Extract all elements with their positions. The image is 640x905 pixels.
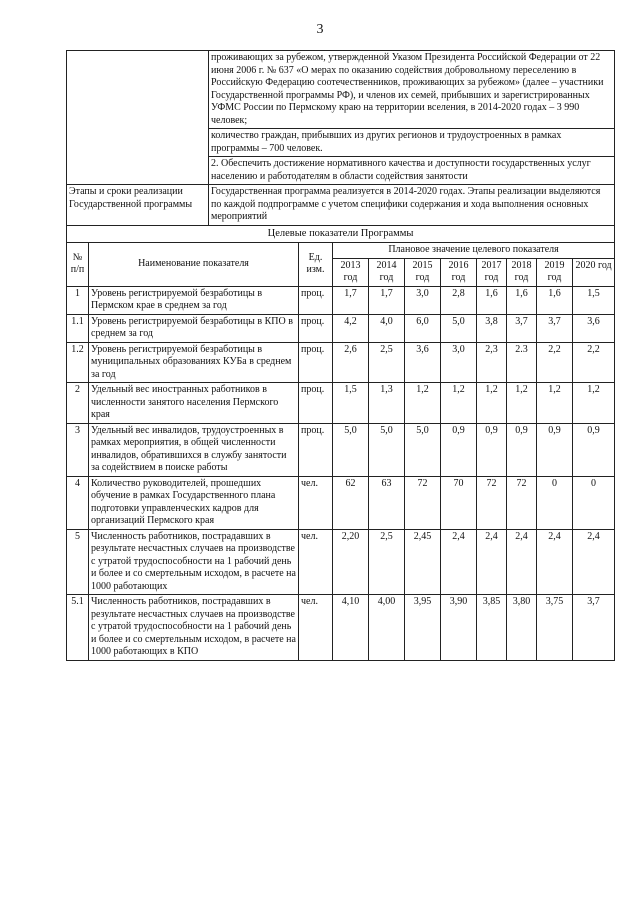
row-value: 2,4 (573, 529, 615, 595)
row-value: 1,2 (537, 383, 573, 424)
row-value: 1,5 (333, 383, 369, 424)
year-2019: 2019 год (537, 258, 573, 286)
stages-text: Государственная программа реализуется в 2014-2020 годах. Этапы реализации выделяются по каждой подпрограмме с учетом специфики содержания и хода выполнения основных мероприятий (209, 185, 615, 226)
row-num: 1 (67, 286, 89, 314)
row-num: 1.2 (67, 342, 89, 383)
year-2018: 2018 год (507, 258, 537, 286)
row-unit: проц. (299, 342, 333, 383)
row-name: Уровень регистрируемой безработицы в КПО в среднем за год (89, 314, 299, 342)
row-num: 5.1 (67, 595, 89, 661)
row-value: 3,95 (405, 595, 441, 661)
year-2017: 2017 год (477, 258, 507, 286)
row-num: 5 (67, 529, 89, 595)
row-value: 3,8 (477, 314, 507, 342)
header-planned: Плановое значение целевого показателя (333, 243, 615, 259)
row-value: 2,2 (537, 342, 573, 383)
row-value: 2,6 (333, 342, 369, 383)
row-unit: чел. (299, 595, 333, 661)
row-value: 1,7 (333, 286, 369, 314)
row-num: 1.1 (67, 314, 89, 342)
year-2013: 2013 год (333, 258, 369, 286)
row-value: 3,0 (405, 286, 441, 314)
row-value: 0,9 (573, 423, 615, 476)
stages-row (67, 185, 615, 226)
row-value: 3,0 (441, 342, 477, 383)
continuation-row (67, 51, 615, 185)
row-value: 5,0 (441, 314, 477, 342)
row-name: Количество руководителей, прошедших обучение в рамках Государственного плана подготовки управленческих кадров для организаций Пермского края (89, 476, 299, 529)
year-2016: 2016 год (441, 258, 477, 286)
row-value: 0,9 (441, 423, 477, 476)
row-value: 3,7 (537, 314, 573, 342)
row-name: Удельный вес инвалидов, трудоустроенных в рамках мероприятия, в общей численности инвалидов, обратившихся в службу занятости за содействием в поиске работы (89, 423, 299, 476)
section-title: Целевые показатели Программы (67, 225, 615, 243)
row-value: 1,6 (477, 286, 507, 314)
row-unit: чел. (299, 529, 333, 595)
row-value: 0,9 (507, 423, 537, 476)
row-name: Уровень регистрируемой безработицы в муниципальных образованиях КУБа в среднем за год (89, 342, 299, 383)
year-2014: 2014 год (369, 258, 405, 286)
row-value: 72 (507, 476, 537, 529)
row-value: 3,7 (507, 314, 537, 342)
table-row (67, 314, 615, 342)
row-value: 1,5 (573, 286, 615, 314)
indicators-table (66, 225, 615, 661)
row-unit: чел. (299, 476, 333, 529)
row-value: 2,5 (369, 529, 405, 595)
row-name: Удельный вес иностранных работников в численности занятого населения Пермского края (89, 383, 299, 424)
row-value: 2,4 (441, 529, 477, 595)
table-row (67, 595, 615, 661)
program-passport (66, 50, 614, 661)
table-row (67, 342, 615, 383)
row-value: 6,0 (405, 314, 441, 342)
row-value: 3,80 (507, 595, 537, 661)
row-value: 70 (441, 476, 477, 529)
table-row (67, 286, 615, 314)
row-value: 5,0 (405, 423, 441, 476)
header-row-1 (67, 243, 615, 259)
row-num: 3 (67, 423, 89, 476)
row-num: 4 (67, 476, 89, 529)
row-value: 2,4 (507, 529, 537, 595)
row-unit: проц. (299, 423, 333, 476)
row-value: 4,00 (369, 595, 405, 661)
row-value: 1,2 (441, 383, 477, 424)
table-row (67, 383, 615, 424)
row-value: 3,6 (573, 314, 615, 342)
top-line-2: количество граждан, прибывших из других регионов и трудоустроенных в рамках программы – 700 человек. (209, 128, 614, 156)
header-name: Наименование показателя (89, 243, 299, 287)
row-value: 2,4 (477, 529, 507, 595)
row-value: 1,3 (369, 383, 405, 424)
row-value: 3,7 (573, 595, 615, 661)
header-unit: Ед. изм. (299, 243, 333, 287)
table-row (67, 423, 615, 476)
row-name: Численность работников, пострадавших в результате несчастных случаев на производстве с утратой трудоспособности на 1 рабочий день и более и со смертельным исходом, в расчете на 1000 работающих в КПО (89, 595, 299, 661)
row-value: 2.3 (507, 342, 537, 383)
row-value: 1,6 (537, 286, 573, 314)
row-name: Уровень регистрируемой безработицы в Пермском крае в среднем за год (89, 286, 299, 314)
row-unit: проц. (299, 383, 333, 424)
row-value: 2,45 (405, 529, 441, 595)
row-unit: проц. (299, 314, 333, 342)
table-row (67, 529, 615, 595)
row-value: 5,0 (369, 423, 405, 476)
row-value: 72 (405, 476, 441, 529)
row-value: 2,5 (369, 342, 405, 383)
row-value: 1,2 (405, 383, 441, 424)
row-value: 1,6 (507, 286, 537, 314)
continuation-label-cell (67, 51, 209, 185)
year-2020: 2020 год (573, 258, 615, 286)
row-value: 3,75 (537, 595, 573, 661)
row-value: 1,2 (507, 383, 537, 424)
row-value: 1,7 (369, 286, 405, 314)
row-value: 1,2 (477, 383, 507, 424)
row-value: 2,8 (441, 286, 477, 314)
top-table (66, 50, 615, 226)
row-value: 72 (477, 476, 507, 529)
row-value: 4,2 (333, 314, 369, 342)
row-num: 2 (67, 383, 89, 424)
row-value: 1,2 (573, 383, 615, 424)
row-value: 2,20 (333, 529, 369, 595)
section-title-row (67, 225, 615, 243)
continuation-text-cell (209, 51, 615, 185)
row-value: 3,6 (405, 342, 441, 383)
row-value: 3,90 (441, 595, 477, 661)
header-num: № п/п (67, 243, 89, 287)
year-2015: 2015 год (405, 258, 441, 286)
row-value: 0,9 (537, 423, 573, 476)
page-number: 3 (316, 22, 324, 37)
row-value: 3,85 (477, 595, 507, 661)
row-value: 62 (333, 476, 369, 529)
row-name: Численность работников, пострадавших в результате несчастных случаев на производстве с утратой трудоспособности на 1 рабочий день и более и со смертельным исходом, в расчете на 1000 работающих (89, 529, 299, 595)
row-value: 5,0 (333, 423, 369, 476)
row-value: 4,0 (369, 314, 405, 342)
row-value: 2,4 (537, 529, 573, 595)
row-value: 63 (369, 476, 405, 529)
table-row (67, 476, 615, 529)
row-value: 0,9 (477, 423, 507, 476)
row-unit: проц. (299, 286, 333, 314)
top-line-3: 2. Обеспечить достижение нормативного качества и доступности государственных услуг населению и работодателям в области содействия занятости (209, 156, 614, 184)
row-value: 2,2 (573, 342, 615, 383)
stages-label: Этапы и сроки реализации Государственной программы (67, 185, 209, 226)
row-value: 4,10 (333, 595, 369, 661)
row-value: 2,3 (477, 342, 507, 383)
row-value: 0 (537, 476, 573, 529)
row-value: 0 (573, 476, 615, 529)
top-line-1: проживающих за рубежом, утвержденной Указом Президента Российской Федерации от 22 июня 2006 г. № 637 «О мерах по оказанию содействия добровольному переселению в Российскую Федерацию соотечественников, проживающих за рубежом» (далее – участники Государственной программы РФ), и членов их семей, прибывших и зарегистрированных УФМС России по Пермскому краю на территории вселения, в 2014-2020 годах – 3 990 человек; (211, 52, 604, 126)
